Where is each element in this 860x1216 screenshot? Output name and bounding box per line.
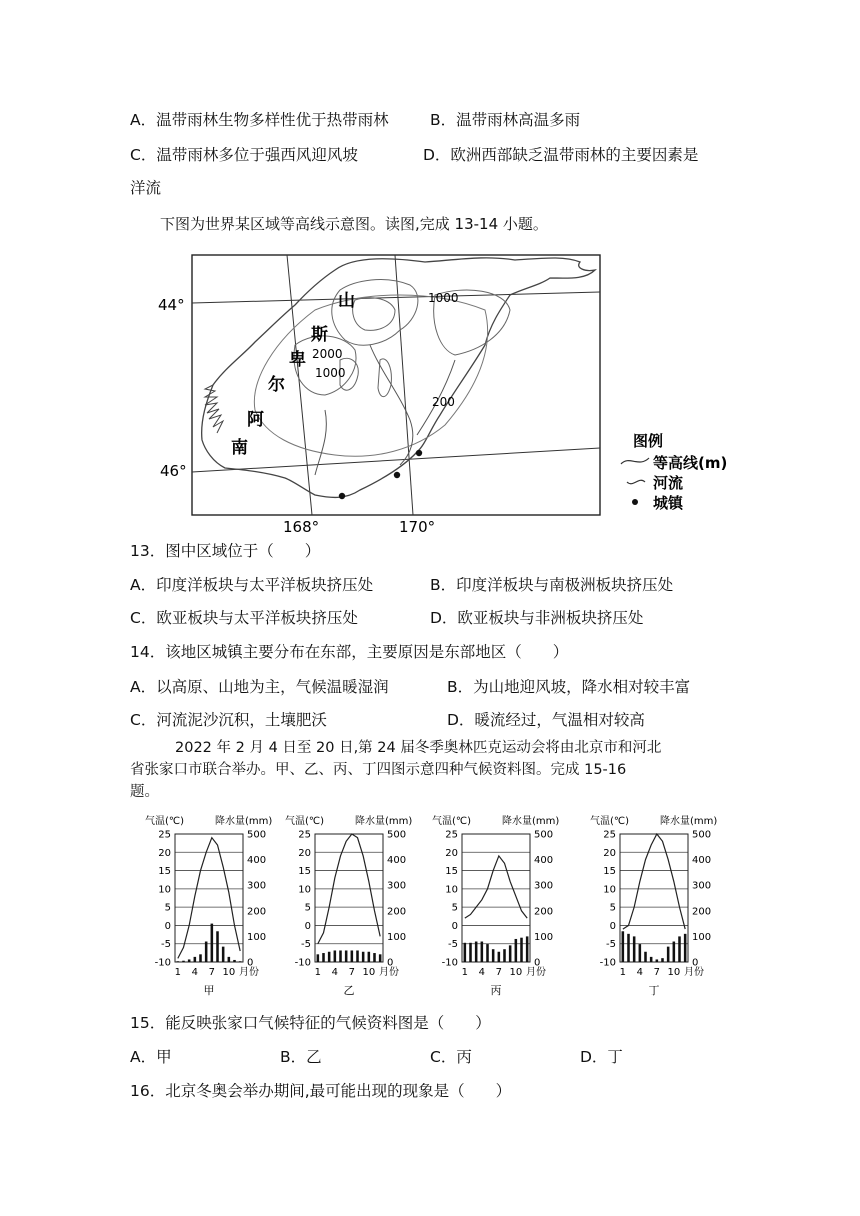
temp-tick-label: 15 [158,866,171,878]
precip-bar [520,938,523,962]
precip-tick-label: 0 [534,957,541,969]
q12-option-b: B．温带雨林高温多雨 [430,111,581,129]
longitude-line-168 [287,255,312,515]
temp-tick-label: -5 [606,939,616,951]
temp-tick-label: 10 [445,884,458,896]
temp-tick-label: 5 [164,902,171,914]
town-dot [339,493,345,499]
temp-tick-label: 15 [603,866,616,878]
temp-tick-label: 0 [451,920,458,932]
precip-bar [678,936,681,962]
temp-tick-label: -10 [599,957,616,969]
precip-bar [475,942,478,962]
chart-name-label: 丙 [490,984,502,997]
climate-chart-ding [588,812,758,1002]
precip-tick-label: 400 [387,855,407,867]
month-tick-label: 1 [619,967,627,978]
precip-bar [188,959,191,962]
precip-tick-label: 100 [692,931,712,943]
precip-axis-label: 降水量(mm) [355,816,413,827]
temp-tick-label: 5 [609,902,616,914]
precip-tick-label: 500 [534,829,554,841]
precip-tick-label: 300 [692,880,712,892]
precip-bar [515,939,518,962]
precip-tick-label: 200 [387,906,407,918]
month-tick-label: 4 [331,967,339,978]
contour-label: 200 [432,395,455,409]
temp-tick-label: 25 [298,829,311,841]
town-dot [416,450,422,456]
precip-tick-label: 400 [692,855,712,867]
precip-bar [526,936,529,962]
precip-bar [673,942,676,962]
temp-axis-label: 气温(℃) [145,816,185,827]
contour-label: 1000 [315,366,346,380]
q12-option-d: D．欧洲西部缺乏温带雨林的主要因素是 [423,146,699,164]
chart-name-label: 丁 [648,984,660,997]
town-dot [394,472,400,478]
month-unit-label: 月份 [684,967,704,978]
temp-tick-label: -10 [154,957,171,969]
precip-bar [356,950,359,962]
precip-bar [639,944,642,962]
precip-tick-label: 200 [534,906,554,918]
precip-tick-label: 100 [387,931,407,943]
intro-13-14: 下图为世界某区域等高线示意图。读图,完成 13-14 小题。 [160,215,548,233]
precip-tick-label: 400 [534,855,554,867]
precip-bar [182,961,185,962]
temp-tick-label: 25 [603,829,616,841]
month-tick-label: 10 [667,967,681,978]
temp-tick-label: 5 [304,902,311,914]
precip-axis-label: 降水量(mm) [502,816,560,827]
precip-bar [199,954,202,962]
precip-bar [650,957,653,962]
intro-15-16-line3: 题。 [130,784,159,800]
precip-bar [233,960,236,962]
precip-bar [228,957,231,962]
temp-tick-label: -5 [161,939,171,951]
lon-label-170: 170° [399,518,436,535]
q13-stem: 13．图中区域位于（ ） [130,542,321,560]
precip-bar [379,954,382,962]
latitude-line-46 [192,448,600,472]
precip-bar [205,942,208,962]
precip-bar [633,936,636,962]
temp-tick-label: 10 [298,884,311,896]
month-tick-label: 4 [478,967,486,978]
precip-tick-label: 400 [247,855,267,867]
month-unit-label: 月份 [239,967,259,978]
precip-bar [622,931,625,962]
contour-2000 [353,298,395,331]
mountain-char: 尔 [268,375,285,395]
q14-option-a: A．以高原、山地为主，气候温暖湿润 [130,678,389,696]
precip-tick-label: 200 [247,906,267,918]
month-unit-label: 月份 [526,967,546,978]
month-tick-label: 1 [314,967,322,978]
precip-bar [334,950,337,962]
precip-bar [481,942,484,962]
precip-bar [328,952,331,962]
precip-tick-label: 100 [534,931,554,943]
mountain-char: 阿 [247,410,264,430]
precip-tick-label: 500 [387,829,407,841]
precip-axis-label: 降水量(mm) [215,816,273,827]
legend-town-symbol [632,499,638,505]
precip-bar [667,947,670,962]
latitude-line-44 [192,292,600,303]
chart-name-label: 乙 [343,984,355,997]
temp-tick-label: 20 [298,847,311,859]
precip-bar [509,945,512,962]
temp-tick-label: 25 [158,829,171,841]
contour-map [155,250,765,535]
precip-tick-label: 200 [692,906,712,918]
precip-bar [216,931,219,962]
precip-tick-label: 100 [247,931,267,943]
temp-tick-label: -5 [301,939,311,951]
precip-tick-label: 500 [692,829,712,841]
temp-tick-label: -10 [294,957,311,969]
legend-contour: 等高线(m) [653,454,728,472]
contour-label: 1000 [428,291,459,305]
precip-bar [464,943,467,962]
month-tick-label: 4 [636,967,644,978]
temp-tick-label: -10 [441,957,458,969]
chart-frame [315,834,383,962]
precip-bar [368,952,371,962]
precip-bar [469,943,472,962]
precip-tick-label: 300 [534,880,554,892]
climate-chart-yi [283,812,453,1002]
q14-option-c: C．河流泥沙沉积，土壤肥沃 [130,711,327,729]
precip-bar [339,950,342,962]
q15-option-b: B．乙 [280,1048,322,1066]
precip-tick-label: 0 [247,957,254,969]
q15-stem: 15．能反映张家口气候特征的气候资料图是（ ） [130,1014,491,1032]
precip-tick-label: 500 [247,829,267,841]
precip-bar [492,949,495,962]
q15-option-d: D．丁 [580,1048,623,1066]
month-tick-label: 7 [208,967,216,978]
precip-bar [644,952,647,962]
month-tick-label: 7 [495,967,503,978]
temp-tick-label: 0 [164,920,171,932]
mountain-char: 卑 [289,350,306,370]
q13-option-c: C．欧亚板块与太平洋板块挤压处 [130,609,358,627]
q16-stem: 16．北京冬奥会举办期间,最可能出现的现象是（ ） [130,1082,512,1100]
q12-option-c: C．温带雨林多位于强西风迎风坡 [130,146,358,164]
precip-bar [322,953,325,962]
legend-town: 城镇 [653,494,684,512]
month-tick-label: 7 [348,967,356,978]
fjord-coast [205,385,223,433]
q13-option-d: D．欧亚板块与非洲板块挤压处 [430,609,644,627]
month-tick-label: 10 [362,967,376,978]
temp-axis-label: 气温(℃) [285,816,325,827]
precip-bar [498,952,501,962]
temp-tick-label: 5 [451,902,458,914]
precip-bar [222,947,225,962]
temp-axis-label: 气温(℃) [432,816,472,827]
month-tick-label: 7 [653,967,661,978]
precip-bar [317,954,320,962]
temp-tick-label: 20 [158,847,171,859]
contour-label: 2000 [312,347,343,361]
intro-15-16-line1: 2022 年 2 月 4 日至 20 日,第 24 届冬季奥林匹克运动会将由北京市和河北 [175,740,662,756]
precip-bar [661,958,664,962]
precip-bar [194,957,197,962]
mountain-char: 南 [231,438,248,458]
lat-label-46: 46° [160,462,187,480]
month-tick-label: 4 [191,967,199,978]
precip-tick-label: 300 [247,880,267,892]
q13-option-b: B．印度洋板块与南极洲板块挤压处 [430,576,674,594]
precip-tick-label: 0 [387,957,394,969]
q13-option-a: A．印度洋板块与太平洋板块挤压处 [130,576,374,594]
temp-axis-label: 气温(℃) [590,816,630,827]
q15-option-a: A．甲 [130,1048,172,1066]
precip-axis-label: 降水量(mm) [660,816,718,827]
temp-tick-label: 20 [445,847,458,859]
mountain-char: 山 [338,291,355,311]
precip-tick-label: 0 [692,957,699,969]
precip-bar [239,961,242,962]
contour-200 [254,295,487,456]
temperature-line [465,856,527,918]
legend-contour-symbol [621,458,649,464]
q12-option-a: A．温带雨林生物多样性优于热带雨林 [130,111,389,129]
temp-tick-label: 0 [609,920,616,932]
month-tick-label: 10 [222,967,236,978]
temp-tick-label: -5 [448,939,458,951]
precip-bar [373,953,376,962]
precip-bar [503,949,506,962]
precip-bar [627,934,630,962]
temp-tick-label: 0 [304,920,311,932]
lat-label-44: 44° [158,296,185,314]
lon-label-168: 168° [283,518,320,535]
month-tick-label: 1 [174,967,182,978]
temperature-line [178,838,240,959]
q14-stem: 14．该地区城镇主要分布在东部，主要原因是东部地区（ ） [130,643,569,661]
intro-15-16-line2: 省张家口市联合举办。甲、乙、丙、丁四图示意四种气候资料图。完成 15-16 [130,762,627,778]
temp-tick-label: 20 [603,847,616,859]
precip-bar [362,952,365,962]
temp-tick-label: 25 [445,829,458,841]
legend-title: 图例 [633,432,664,450]
month-tick-label: 10 [509,967,523,978]
map-legend [621,432,727,512]
precip-bar [177,961,180,962]
legend-river-symbol [627,480,645,483]
q14-option-d: D．暖流经过，气温相对较高 [447,711,645,729]
climate-chart-bing [430,812,600,1002]
precip-bar [684,934,687,962]
temp-tick-label: 10 [158,884,171,896]
precip-bar [351,950,354,962]
q12-option-d-continued: 洋流 [130,179,162,197]
q15-option-c: C．丙 [430,1048,472,1066]
precip-bar [486,944,489,962]
temp-tick-label: 15 [298,866,311,878]
temp-tick-label: 15 [445,866,458,878]
chart-frame [462,834,530,962]
contour-1000-north [332,280,418,346]
precip-bar [211,924,214,962]
temp-tick-label: 10 [603,884,616,896]
precip-bar [656,959,659,962]
precip-tick-label: 300 [387,880,407,892]
precip-bar [345,950,348,962]
temperature-line [623,834,685,929]
month-tick-label: 1 [461,967,469,978]
mountain-char: 斯 [311,325,328,345]
month-unit-label: 月份 [379,967,399,978]
q14-option-b: B．为山地迎风坡，降水相对较丰富 [447,678,691,696]
chart-name-label: 甲 [203,984,215,997]
legend-river: 河流 [653,474,684,492]
